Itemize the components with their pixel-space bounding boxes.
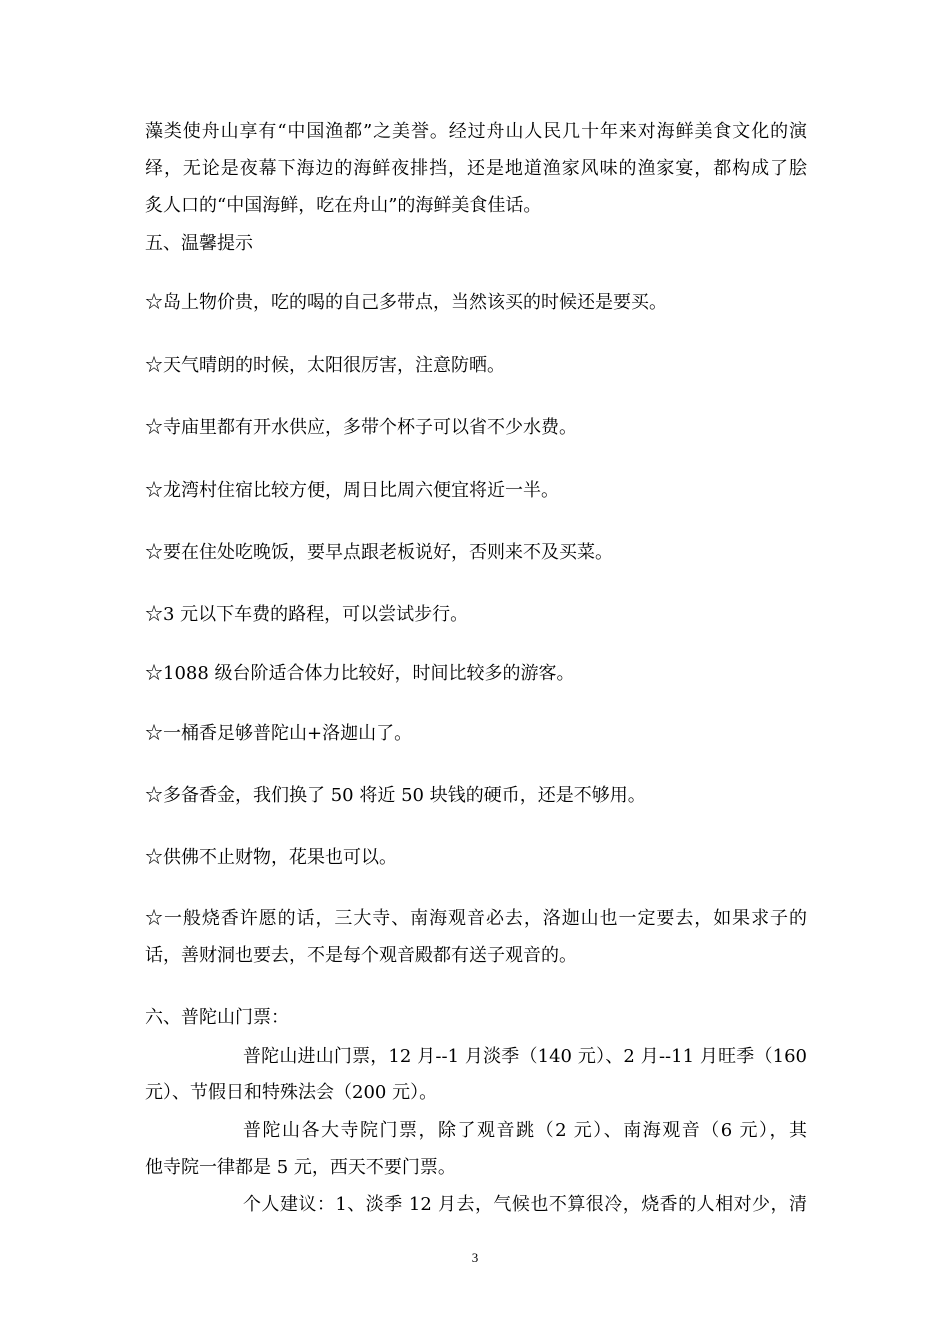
section5-heading: 五、温馨提示 bbox=[145, 233, 253, 254]
tip-item-long-line-1: ☆一般烧香许愿的话，三大寺、南海观音必去，洛迦山也一定要去，如果求子的 bbox=[145, 908, 807, 929]
tip-item: ☆供佛不止财物，花果也可以。 bbox=[145, 847, 397, 868]
page-number: 3 bbox=[471, 1250, 479, 1265]
tip-item: ☆天气晴朗的时候，太阳很厉害，注意防晒。 bbox=[145, 355, 505, 376]
intro-line-1: 藻类使舟山享有“中国渔都”之美誉。经过舟山人民几十年来对海鲜美食文化的演 bbox=[145, 121, 807, 142]
ticket-para3-line-1: 个人建议：1、淡季 12 月去，气候也不算很冷，烧香的人相对少，清 bbox=[243, 1194, 807, 1215]
tip-item: ☆一桶香足够普陀山+洛迦山了。 bbox=[145, 723, 413, 744]
tip-item: ☆多备香金，我们换了 50 将近 50 块钱的硬币，还是不够用。 bbox=[145, 785, 646, 806]
section6-heading: 六、普陀山门票： bbox=[145, 1007, 289, 1028]
intro-line-2: 绎，无论是夜幕下海边的海鲜夜排挡，还是地道渔家风味的渔家宴，都构成了脍 bbox=[145, 158, 807, 179]
intro-line-3: 炙人口的“中国海鲜，吃在舟山”的海鲜美食佳话。 bbox=[145, 195, 542, 216]
tip-item: ☆1088 级台阶适合体力比较好，时间比较多的游客。 bbox=[145, 663, 575, 684]
ticket-para1-line-1: 普陀山进山门票，12 月--1 月淡季（140 元）、2 月--11 月旺季（160 bbox=[243, 1046, 807, 1067]
tip-item: ☆寺庙里都有开水供应，多带个杯子可以省不少水费。 bbox=[145, 417, 577, 438]
tip-item: ☆龙湾村住宿比较方便，周日比周六便宜将近一半。 bbox=[145, 480, 559, 501]
ticket-para1-line-2: 元）、节假日和特殊法会（200 元）。 bbox=[145, 1082, 438, 1103]
tip-item: ☆要在住处吃晚饭，要早点跟老板说好，否则来不及买菜。 bbox=[145, 542, 613, 563]
ticket-para2-line-2: 他寺院一律都是 5 元，西天不要门票。 bbox=[145, 1157, 456, 1178]
tip-item-long-line-2: 话，善财洞也要去，不是每个观音殿都有送子观音的。 bbox=[145, 945, 577, 966]
tip-item: ☆3 元以下车费的路程，可以尝试步行。 bbox=[145, 604, 469, 625]
ticket-para2-line-1: 普陀山各大寺院门票，除了观音跳（2 元）、南海观音（6 元），其 bbox=[243, 1120, 807, 1141]
tip-item: ☆岛上物价贵，吃的喝的自己多带点，当然该买的时候还是要买。 bbox=[145, 292, 667, 313]
